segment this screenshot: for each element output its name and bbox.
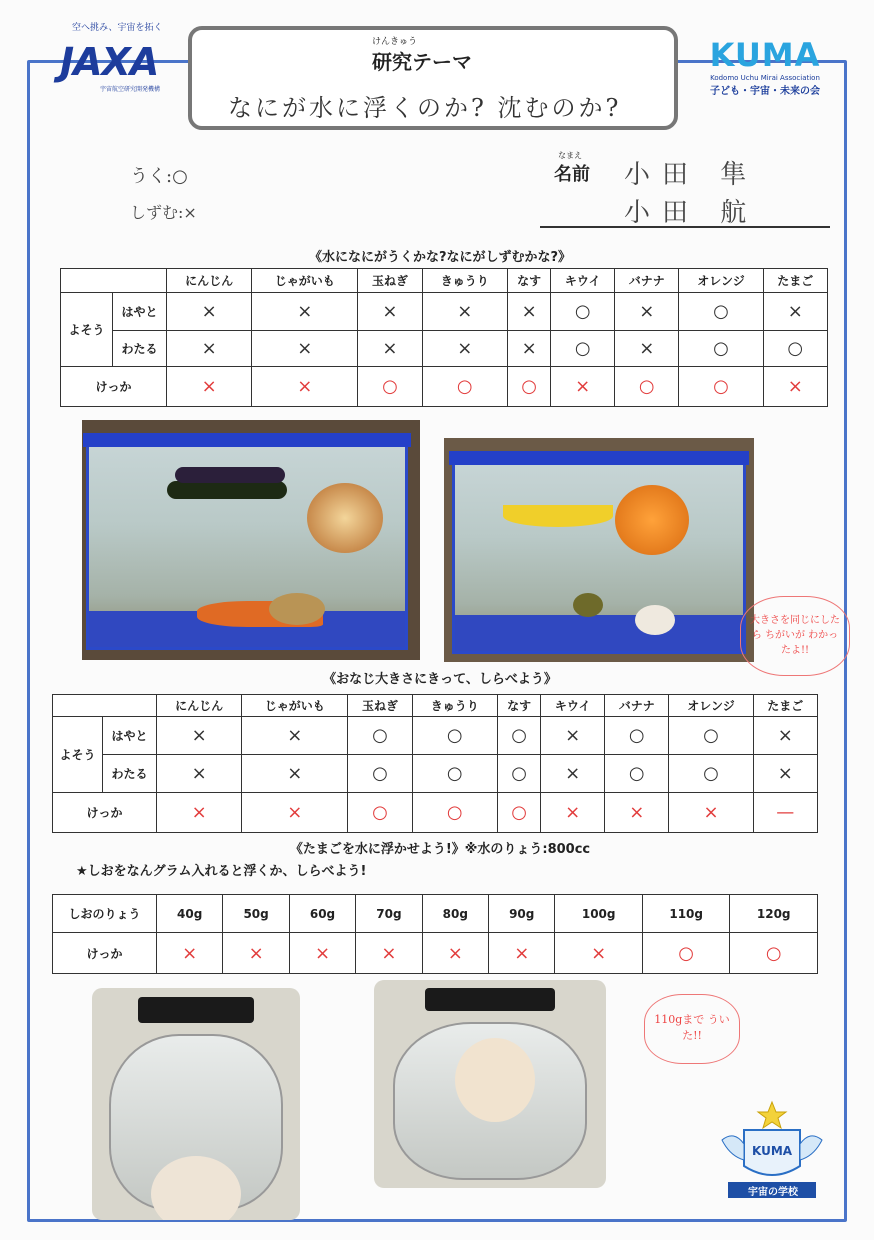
result-cell: ○ xyxy=(348,793,412,833)
col-header: じゃがいも xyxy=(242,695,348,717)
row-label: はやと xyxy=(113,293,167,331)
table-cell: ○ xyxy=(669,717,753,755)
col-header: たまご xyxy=(753,695,817,717)
col-header: きゅうり xyxy=(422,269,507,293)
result-cell: × xyxy=(223,933,289,974)
salt-amount: 100g xyxy=(555,895,642,933)
table-cell: × xyxy=(422,293,507,331)
name-area xyxy=(540,140,830,228)
salt-amount: 50g xyxy=(223,895,289,933)
table-cell: × xyxy=(753,717,817,755)
table-cell: × xyxy=(541,717,605,755)
egg xyxy=(635,605,675,635)
tank xyxy=(86,440,408,650)
table-cell: × xyxy=(763,293,827,331)
table-cell: ○ xyxy=(412,755,497,793)
photo-pitcher-sinking-egg xyxy=(92,988,300,1220)
banana xyxy=(503,505,613,527)
result-cell: × xyxy=(252,367,358,407)
table-cell: ○ xyxy=(348,717,412,755)
table-cell: ○ xyxy=(763,331,827,367)
potato xyxy=(269,593,325,625)
kuma-wordmark: KUMA xyxy=(709,36,821,74)
result-cell: ○ xyxy=(497,793,540,833)
table-cell: × xyxy=(252,293,358,331)
result-label: けっか xyxy=(53,793,157,833)
col-header: きゅうり xyxy=(412,695,497,717)
col-header: オレンジ xyxy=(679,269,763,293)
salt-amount: 40g xyxy=(157,895,223,933)
section2-table xyxy=(52,694,818,833)
badge-label: 宇宙の学校 xyxy=(748,1187,798,1198)
result-cell: × xyxy=(157,933,223,974)
row-label: しおのりょう xyxy=(53,895,157,933)
result-cell: × xyxy=(541,793,605,833)
onion xyxy=(307,483,383,553)
note-bubble-2: 110gまで ういた!! xyxy=(644,994,740,1064)
table-cell: × xyxy=(358,331,422,367)
jaxa-tagline: 空へ挑み、宇宙を拓く xyxy=(72,23,163,33)
result-cell: ○ xyxy=(422,367,507,407)
section1-title: 《水になにがうくかな?なにがしずむかな?》 xyxy=(308,250,572,265)
col-header: なす xyxy=(507,269,550,293)
badge-text: KUMA xyxy=(752,1144,793,1158)
egg xyxy=(151,1156,241,1220)
result-cell: × xyxy=(555,933,642,974)
result-cell: × xyxy=(289,933,355,974)
result-cell: × xyxy=(422,933,488,974)
salt-amount: 110g xyxy=(642,895,729,933)
table-cell: ○ xyxy=(605,755,669,793)
result-cell: ○ xyxy=(642,933,729,974)
table-cell: × xyxy=(252,331,358,367)
result-label: けっか xyxy=(61,367,167,407)
kuma-japanese: 子ども・宇宙・未来の会 xyxy=(710,86,820,97)
table-cell: ○ xyxy=(497,717,540,755)
result-cell: × xyxy=(605,793,669,833)
result-cell: × xyxy=(669,793,753,833)
col-header: にんじん xyxy=(167,269,252,293)
table-cell: × xyxy=(167,331,252,367)
col-header: なす xyxy=(497,695,540,717)
result-cell: × xyxy=(167,367,252,407)
result-cell: ○ xyxy=(412,793,497,833)
row-label: わたる xyxy=(103,755,157,793)
tank xyxy=(452,458,746,654)
table-cell: ○ xyxy=(679,293,763,331)
row-group-label: よそう xyxy=(61,293,113,367)
col-header: たまご xyxy=(763,269,827,293)
table-cell: ○ xyxy=(497,755,540,793)
row-group-label: よそう xyxy=(53,717,103,793)
research-theme-box xyxy=(188,26,678,130)
table-cell: × xyxy=(753,755,817,793)
salt-amount: 70g xyxy=(356,895,422,933)
salt-amount: 80g xyxy=(422,895,488,933)
table-cell: × xyxy=(422,331,507,367)
result-cell: — xyxy=(753,793,817,833)
photo-tank-vegetables xyxy=(82,420,420,660)
table-cell: ○ xyxy=(679,331,763,367)
kuma-school-badge xyxy=(714,1100,830,1206)
note-bubble-1: 大きさを同じにしたら ちがいが わかったよ!! xyxy=(740,596,850,676)
theme-title: 研究テーマ xyxy=(372,50,472,74)
name-ruby: なまえ xyxy=(558,151,582,160)
table-cell: ○ xyxy=(551,293,615,331)
result-cell: ○ xyxy=(730,933,818,974)
col-header: キウイ xyxy=(541,695,605,717)
table-cell: ○ xyxy=(348,755,412,793)
table-cell: ○ xyxy=(551,331,615,367)
jaxa-wordmark: JAXA xyxy=(60,40,159,84)
table-cell: × xyxy=(242,717,348,755)
table-cell: × xyxy=(157,755,242,793)
row-label: わたる xyxy=(113,331,167,367)
col-header: にんじん xyxy=(157,695,242,717)
table-cell: × xyxy=(615,293,679,331)
table-cell: × xyxy=(507,331,550,367)
salt-amount: 60g xyxy=(289,895,355,933)
col-header: じゃがいも xyxy=(252,269,358,293)
table-cell: × xyxy=(157,717,242,755)
student-name-2: 小田 航 xyxy=(624,198,759,228)
result-cell: × xyxy=(356,933,422,974)
eggplant xyxy=(175,467,285,483)
result-cell: × xyxy=(157,793,242,833)
col-header: 玉ねぎ xyxy=(358,269,422,293)
theme-ruby: けんきゅう xyxy=(372,37,418,47)
col-header: キウイ xyxy=(551,269,615,293)
result-label: けっか xyxy=(53,933,157,974)
photo-pitcher-floating-egg xyxy=(374,980,606,1188)
result-cell: × xyxy=(489,933,555,974)
table-cell: × xyxy=(358,293,422,331)
result-cell: ○ xyxy=(507,367,550,407)
section1-table xyxy=(60,268,828,407)
row-label: はやと xyxy=(103,717,157,755)
table-cell: × xyxy=(615,331,679,367)
col-header: バナナ xyxy=(605,695,669,717)
salt-table xyxy=(52,894,818,974)
result-cell: × xyxy=(551,367,615,407)
section3-title: 《たまごを水に浮かせよう!》※水のりょう:800cc xyxy=(289,842,591,857)
table-cell: ○ xyxy=(412,717,497,755)
table-cell: ○ xyxy=(605,717,669,755)
result-cell: ○ xyxy=(615,367,679,407)
cucumber xyxy=(167,481,287,499)
table-cell: × xyxy=(541,755,605,793)
legend-sink: しずむ:× xyxy=(130,203,197,222)
theme-question: なにが水に浮くのか? 沈むのか? xyxy=(228,94,622,122)
col-header: オレンジ xyxy=(669,695,753,717)
table-cell: × xyxy=(242,755,348,793)
legend-float: うく:○ xyxy=(130,166,188,187)
salt-amount: 90g xyxy=(489,895,555,933)
jaxa-logo xyxy=(52,20,182,100)
result-cell: × xyxy=(763,367,827,407)
kiwi xyxy=(573,593,603,617)
result-cell: × xyxy=(242,793,348,833)
section2-title: 《おなじ大きさにきって、しらべよう》 xyxy=(323,672,557,687)
salt-amount: 120g xyxy=(730,895,818,933)
egg xyxy=(455,1038,535,1122)
kuma-logo xyxy=(700,36,830,106)
student-name-1: 小田 隼 xyxy=(624,160,759,190)
result-cell: ○ xyxy=(358,367,422,407)
name-label: 名前 xyxy=(554,164,590,185)
jaxa-subtitle: 宇宙航空研究開発機構 xyxy=(100,86,161,93)
col-header: バナナ xyxy=(615,269,679,293)
kuma-english: Kodomo Uchu Mirai Association xyxy=(710,74,820,82)
table-cell: ○ xyxy=(669,755,753,793)
table-cell: × xyxy=(507,293,550,331)
result-cell: ○ xyxy=(679,367,763,407)
orange xyxy=(615,485,689,555)
photo-tank-fruits xyxy=(444,438,754,662)
col-header: 玉ねぎ xyxy=(348,695,412,717)
table-cell: × xyxy=(167,293,252,331)
section3-subtitle: ★しおをなんグラム入れると浮くか、しらべよう! xyxy=(76,864,367,879)
